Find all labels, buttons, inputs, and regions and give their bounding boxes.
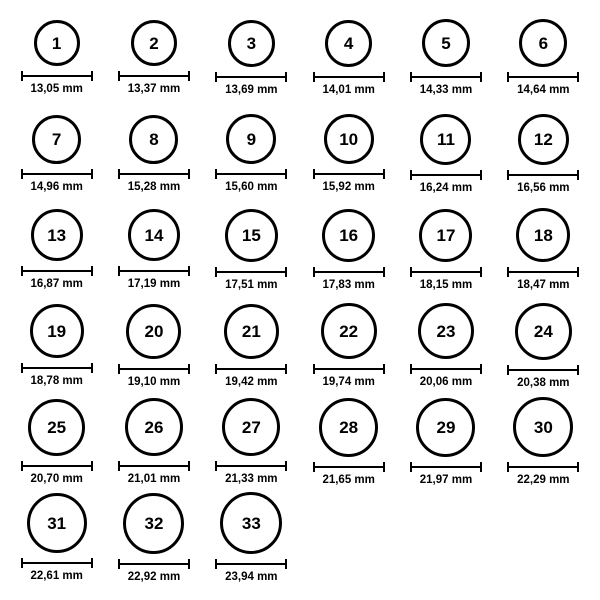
ring-size-label: 4 bbox=[343, 34, 354, 53]
ring-size-cell bbox=[397, 396, 494, 492]
ring-size-cell bbox=[105, 396, 202, 492]
ring-size-label: 21 bbox=[241, 322, 261, 341]
ring-size-cell bbox=[203, 204, 300, 300]
diameter-measure-bar bbox=[313, 169, 385, 179]
measure-line bbox=[507, 76, 579, 78]
ring-size-cell bbox=[397, 12, 494, 108]
measure-line bbox=[118, 173, 190, 175]
measure-line bbox=[21, 562, 93, 564]
ring-size-label: 32 bbox=[144, 514, 164, 533]
ring-size-cell bbox=[300, 396, 397, 492]
measure-cap-left bbox=[215, 559, 217, 569]
ring-size-cell bbox=[300, 12, 397, 108]
ring-size-label: 24 bbox=[533, 322, 553, 341]
ring-size-cell bbox=[495, 300, 592, 396]
diameter-label: 16,24 mm bbox=[419, 182, 473, 194]
measure-cap-right bbox=[383, 267, 385, 277]
measure-cap-right bbox=[188, 169, 190, 179]
ring-size-cell bbox=[203, 108, 300, 204]
measure-cap-right bbox=[577, 267, 579, 277]
measure-cap-left bbox=[313, 72, 315, 82]
measure-cap-left bbox=[215, 461, 217, 471]
diameter-label: 16,87 mm bbox=[30, 278, 83, 290]
diameter-measure-bar bbox=[215, 559, 287, 569]
diameter-measure-bar bbox=[410, 72, 482, 82]
diameter-measure-bar bbox=[313, 72, 385, 82]
ring-circle bbox=[516, 208, 570, 262]
ring-circle bbox=[419, 209, 472, 262]
measure-cap-left bbox=[21, 558, 23, 568]
measure-cap-left bbox=[21, 169, 23, 179]
ring-size-label: 15 bbox=[241, 226, 261, 245]
measure-cap-right bbox=[383, 72, 385, 82]
measure-line bbox=[21, 465, 93, 467]
ring-size-label: 5 bbox=[441, 33, 451, 53]
ring-size-label: 16 bbox=[339, 226, 359, 245]
ring-circle bbox=[416, 398, 475, 457]
ring-size-label: 20 bbox=[144, 322, 164, 341]
measure-cap-right bbox=[480, 364, 482, 374]
diameter-label: 22,61 mm bbox=[30, 570, 83, 582]
measure-line bbox=[118, 75, 190, 77]
ring-circle bbox=[422, 19, 470, 67]
ring-circle bbox=[228, 20, 275, 67]
measure-line bbox=[118, 368, 190, 370]
ring-size-cell bbox=[105, 492, 202, 588]
measure-cap-left bbox=[21, 461, 23, 471]
ring-circle bbox=[519, 19, 567, 67]
diameter-measure-bar bbox=[215, 364, 287, 374]
diameter-label: 13,05 mm bbox=[30, 83, 83, 95]
measure-line bbox=[215, 76, 287, 78]
measure-line bbox=[118, 270, 190, 272]
diameter-label: 15,60 mm bbox=[225, 181, 278, 193]
measure-cap-right bbox=[91, 71, 93, 81]
measure-line bbox=[215, 465, 287, 467]
ring-circle bbox=[518, 114, 569, 165]
measure-cap-left bbox=[313, 364, 315, 374]
ring-circle bbox=[319, 398, 378, 457]
measure-cap-left bbox=[215, 364, 217, 374]
measure-cap-right bbox=[480, 72, 482, 82]
measure-line bbox=[313, 466, 385, 468]
ring-size-label: 28 bbox=[339, 418, 359, 437]
ring-size-cell bbox=[495, 108, 592, 204]
diameter-measure-bar bbox=[507, 170, 579, 180]
ring-size-label: 18 bbox=[533, 225, 553, 245]
measure-cap-left bbox=[313, 169, 315, 179]
measure-cap-left bbox=[118, 71, 120, 81]
measure-cap-left bbox=[118, 364, 120, 374]
ring-circle bbox=[123, 493, 184, 554]
ring-circle bbox=[34, 20, 80, 66]
measure-cap-right bbox=[285, 169, 287, 179]
ring-size-label: 8 bbox=[149, 130, 159, 149]
ring-size-cell bbox=[397, 300, 494, 396]
ring-circle bbox=[224, 304, 279, 359]
ring-circle bbox=[129, 115, 178, 164]
ring-size-cell bbox=[8, 204, 105, 300]
measure-cap-right bbox=[91, 363, 93, 373]
measure-cap-left bbox=[118, 169, 120, 179]
diameter-label: 13,69 mm bbox=[225, 84, 278, 96]
measure-cap-left bbox=[313, 462, 315, 472]
ring-size-cell bbox=[105, 12, 202, 108]
measure-cap-left bbox=[410, 170, 412, 180]
diameter-label: 21,65 mm bbox=[322, 474, 375, 486]
diameter-label: 20,38 mm bbox=[517, 377, 570, 389]
measure-cap-right bbox=[188, 559, 190, 569]
measure-cap-left bbox=[21, 266, 23, 276]
measure-cap-left bbox=[215, 72, 217, 82]
measure-line bbox=[507, 271, 579, 273]
measure-line bbox=[410, 466, 482, 468]
measure-cap-right bbox=[285, 559, 287, 569]
ring-circle bbox=[226, 114, 276, 164]
diameter-label: 15,28 mm bbox=[127, 181, 181, 193]
ring-size-cell bbox=[300, 108, 397, 204]
ring-size-cell bbox=[203, 300, 300, 396]
diameter-measure-bar bbox=[507, 72, 579, 82]
ring-size-label: 1 bbox=[51, 33, 62, 53]
measure-cap-left bbox=[507, 462, 509, 472]
ring-circle bbox=[515, 303, 572, 360]
diameter-measure-bar bbox=[410, 462, 482, 472]
ring-size-label: 9 bbox=[246, 129, 257, 149]
measure-cap-right bbox=[383, 364, 385, 374]
measure-cap-left bbox=[215, 169, 217, 179]
diameter-label: 22,92 mm bbox=[127, 571, 181, 583]
measure-line bbox=[118, 465, 190, 467]
ring-size-label: 10 bbox=[339, 129, 359, 149]
ring-size-label: 13 bbox=[47, 225, 67, 245]
diameter-measure-bar bbox=[21, 266, 93, 276]
diameter-measure-bar bbox=[118, 559, 190, 569]
diameter-measure-bar bbox=[21, 558, 93, 568]
diameter-label: 18,15 mm bbox=[419, 279, 473, 291]
measure-cap-right bbox=[188, 364, 190, 374]
measure-line bbox=[21, 173, 93, 175]
ring-circle bbox=[420, 114, 471, 165]
diameter-measure-bar bbox=[21, 461, 93, 471]
measure-cap-right bbox=[285, 267, 287, 277]
diameter-measure-bar bbox=[410, 364, 482, 374]
diameter-measure-bar bbox=[118, 461, 190, 471]
measure-cap-left bbox=[215, 267, 217, 277]
ring-size-label: 22 bbox=[339, 321, 359, 341]
ring-size-cell bbox=[495, 12, 592, 108]
diameter-measure-bar bbox=[507, 365, 579, 375]
measure-cap-right bbox=[285, 72, 287, 82]
measure-cap-left bbox=[507, 267, 509, 277]
ring-circle bbox=[28, 399, 85, 456]
diameter-measure-bar bbox=[507, 462, 579, 472]
diameter-label: 19,10 mm bbox=[127, 376, 181, 388]
measure-cap-left bbox=[507, 72, 509, 82]
diameter-label: 20,06 mm bbox=[419, 376, 473, 388]
ring-circle bbox=[225, 209, 278, 262]
measure-cap-right bbox=[480, 267, 482, 277]
diameter-measure-bar bbox=[215, 267, 287, 277]
measure-cap-right bbox=[91, 266, 93, 276]
diameter-label: 21,33 mm bbox=[225, 473, 278, 485]
diameter-label: 23,94 mm bbox=[225, 571, 278, 583]
measure-cap-right bbox=[188, 266, 190, 276]
ring-circle bbox=[128, 209, 180, 261]
measure-line bbox=[21, 367, 93, 369]
measure-cap-right bbox=[577, 170, 579, 180]
ring-size-cell bbox=[300, 204, 397, 300]
ring-size-cell bbox=[105, 300, 202, 396]
ring-size-label: 6 bbox=[538, 33, 549, 53]
ring-size-cell bbox=[203, 396, 300, 492]
ring-size-label: 29 bbox=[436, 418, 456, 437]
measure-cap-right bbox=[383, 169, 385, 179]
ring-size-cell bbox=[495, 396, 592, 492]
measure-cap-left bbox=[410, 72, 412, 82]
ring-circle bbox=[418, 303, 474, 359]
measure-cap-left bbox=[410, 462, 412, 472]
diameter-label: 22,29 mm bbox=[517, 474, 570, 486]
measure-cap-right bbox=[285, 461, 287, 471]
measure-cap-right bbox=[91, 461, 93, 471]
ring-circle bbox=[31, 209, 83, 261]
diameter-measure-bar bbox=[410, 267, 482, 277]
diameter-measure-bar bbox=[507, 267, 579, 277]
measure-line bbox=[215, 271, 287, 273]
measure-line bbox=[313, 173, 385, 175]
diameter-measure-bar bbox=[21, 363, 93, 373]
measure-cap-right bbox=[285, 364, 287, 374]
measure-line bbox=[410, 368, 482, 370]
diameter-measure-bar bbox=[215, 169, 287, 179]
ring-circle bbox=[220, 492, 282, 554]
diameter-label: 17,19 mm bbox=[127, 278, 181, 290]
measure-cap-right bbox=[188, 461, 190, 471]
diameter-measure-bar bbox=[118, 364, 190, 374]
measure-cap-left bbox=[118, 461, 120, 471]
measure-cap-left bbox=[118, 559, 120, 569]
measure-line bbox=[313, 76, 385, 78]
ring-circle bbox=[125, 398, 183, 456]
measure-line bbox=[410, 174, 482, 176]
diameter-label: 20,70 mm bbox=[30, 473, 83, 485]
ring-size-cell bbox=[300, 300, 397, 396]
measure-cap-left bbox=[507, 365, 509, 375]
measure-line bbox=[507, 369, 579, 371]
diameter-measure-bar bbox=[313, 364, 385, 374]
ring-circle bbox=[322, 209, 375, 262]
ring-size-label: 23 bbox=[436, 321, 456, 341]
diameter-measure-bar bbox=[118, 169, 190, 179]
measure-line bbox=[507, 174, 579, 176]
ring-size-label: 7 bbox=[51, 130, 62, 149]
ring-circle bbox=[27, 493, 87, 553]
diameter-measure-bar bbox=[118, 266, 190, 276]
ring-circle bbox=[32, 115, 81, 164]
ring-size-label: 14 bbox=[144, 225, 164, 245]
measure-cap-right bbox=[577, 462, 579, 472]
measure-cap-right bbox=[188, 71, 190, 81]
ring-size-cell bbox=[8, 396, 105, 492]
diameter-label: 14,01 mm bbox=[322, 84, 375, 96]
measure-cap-left bbox=[410, 267, 412, 277]
measure-line bbox=[215, 563, 287, 565]
ring-size-label: 19 bbox=[47, 321, 67, 341]
ring-size-cell bbox=[8, 492, 105, 588]
diameter-measure-bar bbox=[21, 71, 93, 81]
ring-size-label: 25 bbox=[47, 418, 67, 437]
diameter-measure-bar bbox=[118, 71, 190, 81]
ring-size-cell bbox=[8, 300, 105, 396]
ring-size-label: 12 bbox=[533, 130, 553, 149]
measure-cap-left bbox=[507, 170, 509, 180]
measure-cap-left bbox=[21, 363, 23, 373]
ring-circle bbox=[30, 304, 84, 358]
diameter-measure-bar bbox=[215, 72, 287, 82]
measure-cap-left bbox=[410, 364, 412, 374]
measure-cap-right bbox=[91, 558, 93, 568]
ring-circle bbox=[222, 398, 280, 456]
ring-size-label: 31 bbox=[47, 513, 67, 533]
measure-cap-right bbox=[577, 72, 579, 82]
measure-line bbox=[215, 173, 287, 175]
ring-size-cell bbox=[105, 204, 202, 300]
diameter-label: 16,56 mm bbox=[517, 182, 570, 194]
ring-size-label: 33 bbox=[241, 513, 261, 533]
diameter-label: 14,96 mm bbox=[30, 181, 83, 193]
measure-line bbox=[410, 271, 482, 273]
ring-size-cell bbox=[203, 492, 300, 588]
ring-circle bbox=[324, 114, 374, 164]
diameter-label: 18,78 mm bbox=[30, 375, 83, 387]
ring-size-label: 30 bbox=[533, 417, 553, 437]
diameter-label: 14,33 mm bbox=[419, 84, 473, 96]
measure-cap-left bbox=[313, 267, 315, 277]
ring-circle bbox=[131, 20, 177, 66]
measure-cap-left bbox=[21, 71, 23, 81]
diameter-measure-bar bbox=[410, 170, 482, 180]
diameter-label: 17,51 mm bbox=[225, 279, 278, 291]
diameter-measure-bar bbox=[21, 169, 93, 179]
ring-size-cell bbox=[8, 12, 105, 108]
diameter-label: 18,47 mm bbox=[517, 279, 570, 291]
measure-line bbox=[21, 75, 93, 77]
ring-size-cell bbox=[397, 108, 494, 204]
ring-size-label: 27 bbox=[241, 417, 261, 437]
measure-line bbox=[313, 271, 385, 273]
measure-cap-left bbox=[118, 266, 120, 276]
ring-size-label: 11 bbox=[436, 130, 455, 149]
ring-size-label: 17 bbox=[436, 226, 456, 245]
ring-size-label: 2 bbox=[149, 33, 159, 53]
measure-line bbox=[410, 76, 482, 78]
ring-size-cell bbox=[8, 108, 105, 204]
measure-cap-right bbox=[383, 462, 385, 472]
ring-circle bbox=[513, 397, 573, 457]
diameter-label: 17,83 mm bbox=[322, 279, 375, 291]
diameter-measure-bar bbox=[313, 267, 385, 277]
diameter-label: 14,64 mm bbox=[517, 84, 570, 96]
ring-circle bbox=[321, 303, 377, 359]
ring-size-cell bbox=[203, 12, 300, 108]
diameter-measure-bar bbox=[313, 462, 385, 472]
diameter-label: 21,97 mm bbox=[419, 474, 473, 486]
measure-cap-right bbox=[91, 169, 93, 179]
measure-line bbox=[118, 563, 190, 565]
ring-circle bbox=[325, 20, 372, 67]
ring-size-label: 26 bbox=[144, 417, 164, 437]
diameter-label: 13,37 mm bbox=[127, 83, 181, 95]
measure-line bbox=[215, 368, 287, 370]
measure-cap-right bbox=[480, 462, 482, 472]
measure-cap-right bbox=[480, 170, 482, 180]
ring-size-label: 3 bbox=[246, 34, 257, 53]
diameter-label: 19,42 mm bbox=[225, 376, 278, 388]
diameter-measure-bar bbox=[215, 461, 287, 471]
diameter-label: 21,01 mm bbox=[127, 473, 181, 485]
measure-line bbox=[21, 270, 93, 272]
measure-line bbox=[313, 368, 385, 370]
measure-line bbox=[507, 466, 579, 468]
ring-circle bbox=[126, 304, 181, 359]
measure-cap-right bbox=[577, 365, 579, 375]
diameter-label: 15,92 mm bbox=[322, 181, 375, 193]
diameter-label: 19,74 mm bbox=[322, 376, 375, 388]
ring-size-cell bbox=[495, 204, 592, 300]
ring-size-cell bbox=[397, 204, 494, 300]
ring-size-cell bbox=[105, 108, 202, 204]
